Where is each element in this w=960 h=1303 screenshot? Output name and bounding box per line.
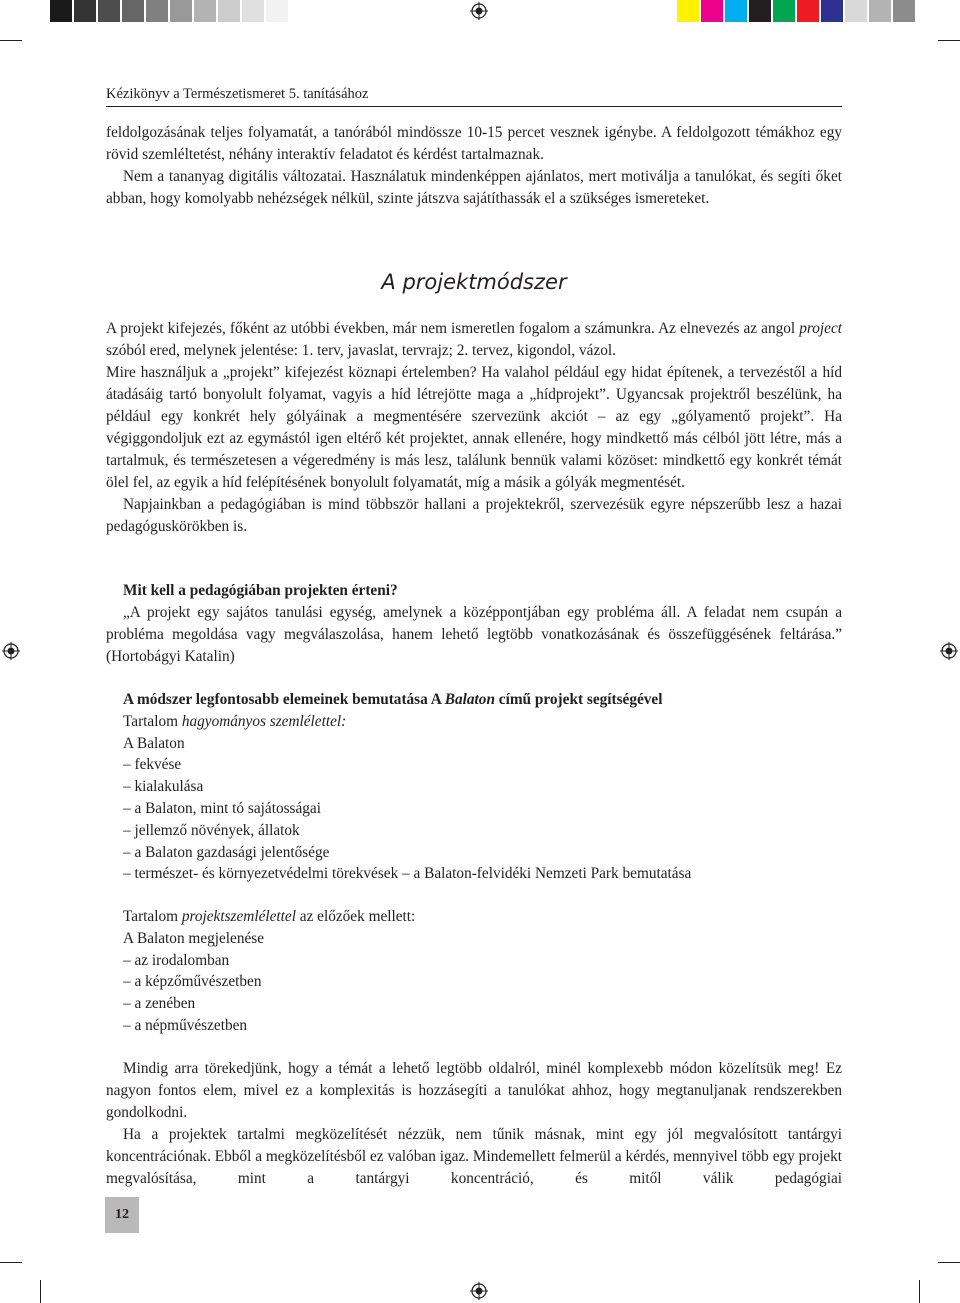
list-item: – a népművészetben	[123, 1016, 248, 1034]
crop-mark-bottom-left	[0, 1262, 22, 1263]
projekt-paragraph-2: Mire használjuk a „projekt” kifejezést köznapi értelemben? Ha valahol például egy hidat építenek, a tervezéstől a híd átadásáig tartó bonyolult folyamat, vagyis a híd létrejötte maga a „hídprojekt”. Ugyancsak projektről beszélünk, ha például egy konkrét hely gólyáinak a megmentésére szervezünk akciót – az egy „gólyamentő projekt”. Ha végiggondoljuk ezt az egymástól igen eltérő két projektet, annak ellenére, hogy mindkettő más célból jött létre, más a tartalmuk, és természetesen a végeredmény is más lesz, találunk bennük valami közöset: mindkettő egy konkrét témát ölel fel, az egyik a híd felépítésének bonyolult folyamatát, míg a másik a gólyák megmentését.	[106, 364, 842, 491]
definition-section	[106, 580, 842, 668]
grayscale-color-bar	[50, 0, 290, 22]
color-swatch	[50, 0, 72, 22]
color-swatch	[218, 0, 240, 22]
crop-mark-right	[938, 40, 960, 41]
intro-paragraph-1: feldolgozásának teljes folyamatát, a tanórából mindössze 10-15 percet vesznek igénybe. A feldolgozott témákhoz egy rövid szemléltetést, néhány interaktív feladatot és kérdést tartalmaznak.	[106, 124, 842, 163]
projekt-section	[106, 318, 842, 538]
color-swatch	[242, 0, 264, 22]
list-item: A Balaton	[123, 734, 185, 752]
crop-mark-bottom-right	[938, 1262, 960, 1263]
intro-text	[106, 122, 842, 210]
registration-mark-left-icon	[2, 642, 20, 660]
list-item: – természet- és környezetvédelmi törekvések – a Balaton-felvidéki Nemzeti Park bemutatása	[123, 865, 692, 883]
example-title-a: A módszer legfontosabb elemeinek bemutatása A	[123, 691, 445, 708]
closing-paragraph-2: Ha a projektek tartalmi megközelítését nézzük, nem tűnik másnak, mint egy jól megvalósított tantárgyi koncentrációnak. Ebből a megközelítésből ez valóban igaz. Mindemellett felmerül a kérdés, mennyivel több egy projekt megvalósítása, mint a tantárgyi koncentráció, és mitől válik pedagógiai	[106, 1126, 842, 1187]
color-swatch	[98, 0, 120, 22]
color-swatch	[749, 0, 771, 22]
project-label-b: az előzőek mellett:	[295, 908, 416, 925]
closing-paragraph-1: Mindig arra törekedjünk, hogy a témát a lehető legtöbb oldalról, minél komplexebb módon közelítsük meg! Ez nagyon fontos elem, mivel ez a komplexitás is hozzásegíti a tanulókat ahhoz, hogy megtanuljanak rendszerekben gondolkodni.	[106, 1060, 842, 1121]
color-swatch	[893, 0, 915, 22]
traditional-label	[123, 711, 691, 733]
color-swatch	[266, 0, 288, 22]
example-section	[123, 689, 691, 885]
registration-mark-right-icon	[940, 642, 958, 660]
list-item: – a Balaton gazdasági jelentősége	[123, 843, 330, 861]
color-swatch	[821, 0, 843, 22]
color-swatch	[845, 0, 867, 22]
list-item: – jellemző növények, állatok	[123, 821, 300, 839]
definition-question	[106, 580, 842, 602]
intro-paragraph-2: Nem a tananyag digitális változatai. Használatuk mindenképpen ajánlatos, mert motiválja a tanulókat, és segíti őket abban, hogy komolyabb nehézségek nélkül, szinte játszva sajátíthassák el a szükséges ismereteket.	[106, 168, 842, 207]
color-swatch	[869, 0, 891, 22]
definition-quote: „A projekt egy sajátos tanulási egység, amelynek a középpontjában egy probléma áll. A feladat nem csupán a probléma megoldása vagy megválaszolása, hanem lehető legtöbb vonatkozásának és összefüggésének feltárása.” (Hortobágyi Katalin)	[106, 604, 842, 665]
list-item: – a zenében	[123, 995, 196, 1013]
list-item: – a képzőművészetben	[123, 973, 262, 991]
crop-mark-left	[0, 40, 22, 41]
crop-mark-bottom-vertical-right	[919, 1280, 920, 1303]
list-item: – fekvése	[123, 756, 182, 774]
list-item: A Balaton megjelenése	[123, 929, 265, 947]
color-swatch	[170, 0, 192, 22]
cmyk-color-bar	[677, 0, 917, 22]
projekt-p1-text-b: szóból ered, melynek jelentése: 1. terv, javaslat, tervrajz; 2. tervez, kigondol, vázol.	[106, 342, 616, 359]
list-item: – kialakulása	[123, 778, 204, 796]
example-title	[123, 689, 691, 711]
running-header: Kézikönyv a Természetismeret 5. tanításához	[106, 86, 842, 107]
traditional-label-italic: hagyományos szemlélettel:	[181, 712, 347, 730]
projekt-paragraph-3: Napjainkban a pedagógiában is mind többször hallani a projektekről, szervezésük egyre népszerűbb lesz a hazai pedagóguskörökben is.	[106, 496, 842, 535]
definition-question-text: Mit kell a pedagógiában projekten érteni?	[123, 582, 398, 599]
color-swatch	[797, 0, 819, 22]
section-heading: A projektmódszer	[381, 270, 567, 294]
example-title-italic: Balaton	[444, 691, 495, 708]
color-swatch	[773, 0, 795, 22]
project-label	[123, 906, 415, 928]
page-number: 12	[105, 1197, 139, 1233]
color-swatch	[146, 0, 168, 22]
crop-mark-bottom-vertical-left	[40, 1280, 41, 1303]
color-swatch	[122, 0, 144, 22]
color-swatch	[701, 0, 723, 22]
project-approach-section	[123, 906, 415, 1037]
project-label-a: Tartalom	[123, 908, 182, 925]
projekt-paragraph-1	[106, 318, 842, 362]
projekt-p1-italic-word: project	[799, 320, 842, 337]
color-swatch	[194, 0, 216, 22]
list-item: – a Balaton, mint tó sajátosságai	[123, 799, 321, 817]
projekt-p1-text-a: A projekt kifejezés, főként az utóbbi években, már nem ismeretlen fogalom a számunkra. Az elnevezés az angol	[106, 320, 800, 337]
project-label-italic: projektszemlélettel	[181, 908, 296, 925]
color-swatch	[725, 0, 747, 22]
registration-mark-bottom-icon	[470, 1282, 488, 1300]
color-swatch	[74, 0, 96, 22]
list-item: – az irodalomban	[123, 951, 230, 969]
traditional-label-a: Tartalom	[123, 712, 182, 730]
closing-section	[106, 1058, 842, 1190]
registration-mark-top-icon	[470, 2, 488, 20]
color-swatch	[677, 0, 699, 22]
example-title-b: című projekt segítségével	[494, 691, 663, 708]
